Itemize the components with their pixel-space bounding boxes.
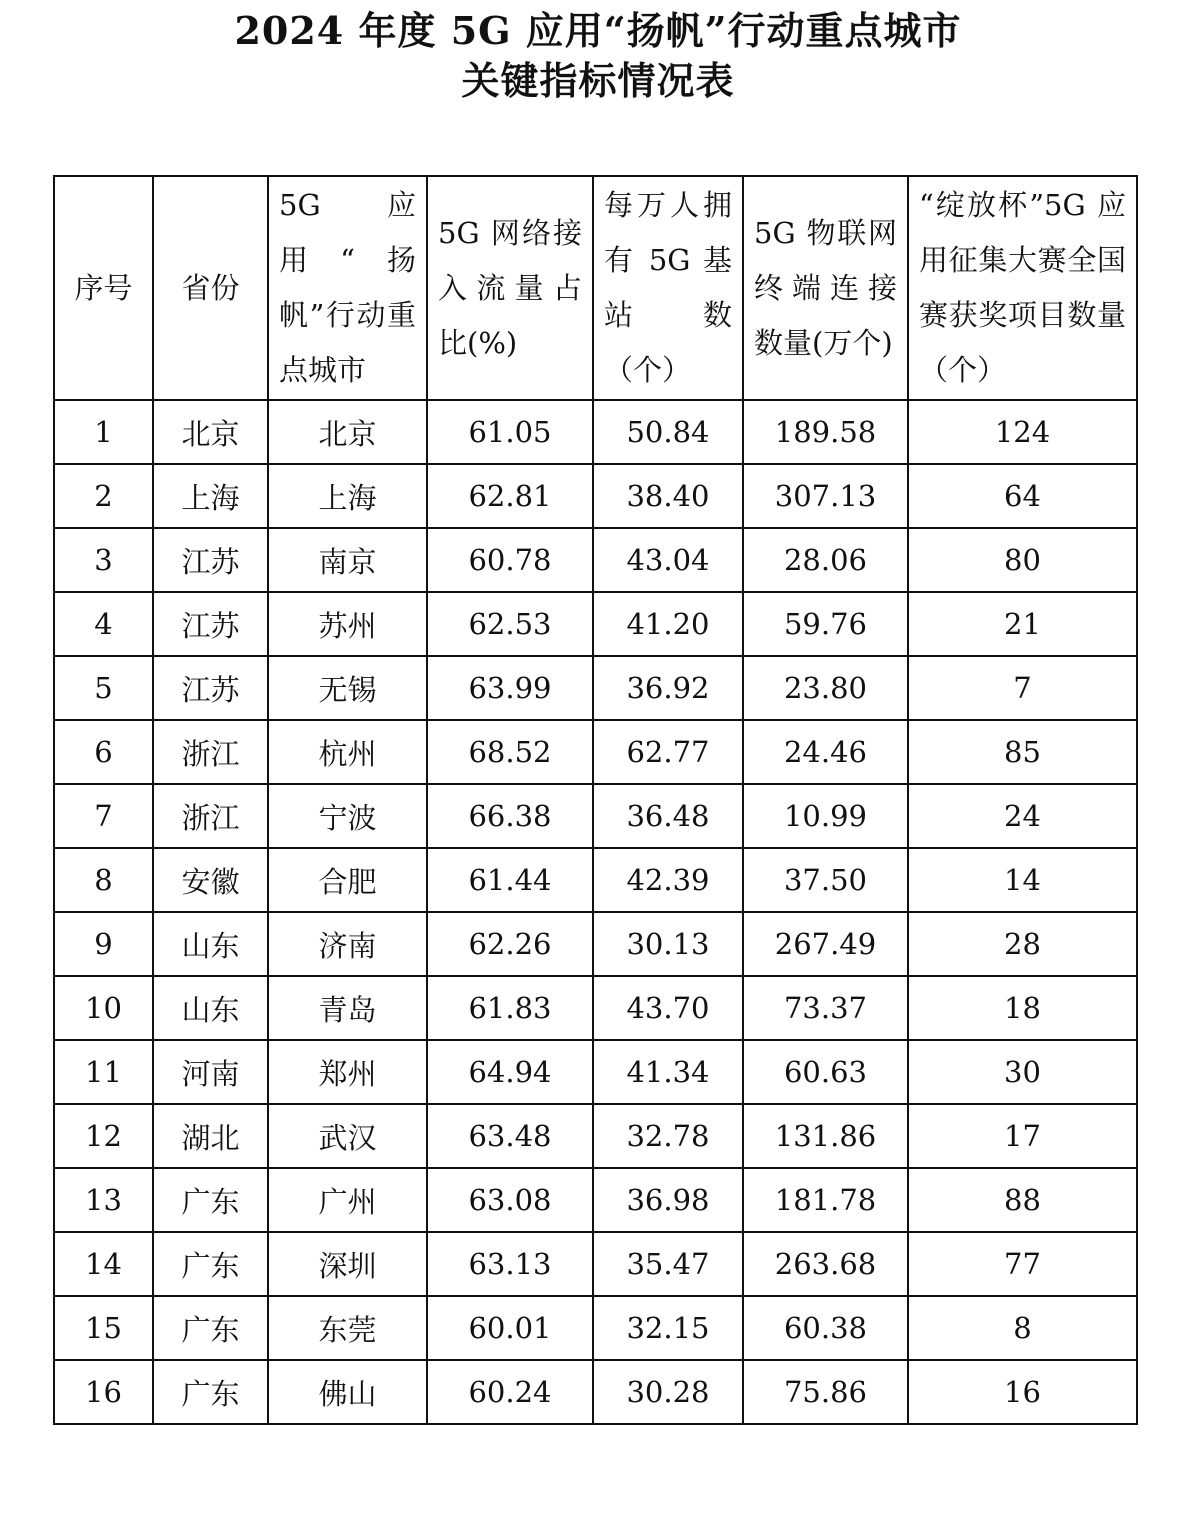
cell-index: 7 [54,784,153,848]
cell-city: 杭州 [268,720,427,784]
cell-base-stations: 36.48 [593,784,743,848]
cell-base-stations: 43.04 [593,528,743,592]
cell-iot-connections: 24.46 [743,720,908,784]
cell-province: 广东 [153,1168,268,1232]
cell-award-projects: 64 [908,464,1137,528]
cell-index: 6 [54,720,153,784]
cell-award-projects: 7 [908,656,1137,720]
cell-base-stations: 41.20 [593,592,743,656]
cell-province: 广东 [153,1296,268,1360]
document-title [0,6,1196,106]
cell-province: 上海 [153,464,268,528]
table-row [54,848,1137,912]
cell-index: 4 [54,592,153,656]
table-row [54,1296,1137,1360]
table-row [54,1360,1137,1424]
cell-traffic-share: 61.44 [427,848,593,912]
cell-iot-connections: 60.38 [743,1296,908,1360]
cell-iot-connections: 28.06 [743,528,908,592]
cell-city: 无锡 [268,656,427,720]
cell-iot-connections: 37.50 [743,848,908,912]
cell-base-stations: 32.15 [593,1296,743,1360]
table-row [54,976,1137,1040]
cell-base-stations: 62.77 [593,720,743,784]
cell-index: 8 [54,848,153,912]
table-row [54,1040,1137,1104]
cell-award-projects: 14 [908,848,1137,912]
cell-award-projects: 80 [908,528,1137,592]
cell-award-projects: 88 [908,1168,1137,1232]
cell-province: 广东 [153,1232,268,1296]
cell-city: 合肥 [268,848,427,912]
cell-traffic-share: 66.38 [427,784,593,848]
cell-province: 浙江 [153,784,268,848]
cell-index: 3 [54,528,153,592]
cell-city: 上海 [268,464,427,528]
cell-index: 12 [54,1104,153,1168]
cell-base-stations: 30.28 [593,1360,743,1424]
cell-base-stations: 50.84 [593,400,743,464]
cell-traffic-share: 63.08 [427,1168,593,1232]
cell-base-stations: 43.70 [593,976,743,1040]
cell-traffic-share: 61.05 [427,400,593,464]
cell-city: 广州 [268,1168,427,1232]
cell-base-stations: 36.92 [593,656,743,720]
cell-traffic-share: 60.78 [427,528,593,592]
cell-index: 1 [54,400,153,464]
header-index: 序号 [54,176,153,400]
cell-traffic-share: 68.52 [427,720,593,784]
cell-iot-connections: 10.99 [743,784,908,848]
cell-iot-connections: 263.68 [743,1232,908,1296]
cell-traffic-share: 64.94 [427,1040,593,1104]
cell-iot-connections: 307.13 [743,464,908,528]
table-row [54,1232,1137,1296]
cell-traffic-share: 63.13 [427,1232,593,1296]
indicator-table [53,175,1138,1425]
cell-base-stations: 38.40 [593,464,743,528]
header-province: 省份 [153,176,268,400]
cell-index: 11 [54,1040,153,1104]
cell-city: 深圳 [268,1232,427,1296]
cell-traffic-share: 63.48 [427,1104,593,1168]
cell-award-projects: 18 [908,976,1137,1040]
cell-city: 武汉 [268,1104,427,1168]
cell-province: 江苏 [153,656,268,720]
table-row [54,528,1137,592]
cell-province: 浙江 [153,720,268,784]
header-award-projects: “绽放杯”5G 应用征集大赛全国赛获奖项目数量（个） [908,176,1137,400]
cell-city: 青岛 [268,976,427,1040]
cell-index: 2 [54,464,153,528]
cell-city: 苏州 [268,592,427,656]
table-row [54,592,1137,656]
cell-traffic-share: 62.26 [427,912,593,976]
cell-city: 北京 [268,400,427,464]
table-row [54,912,1137,976]
cell-traffic-share: 61.83 [427,976,593,1040]
cell-base-stations: 30.13 [593,912,743,976]
cell-province: 湖北 [153,1104,268,1168]
cell-iot-connections: 267.49 [743,912,908,976]
cell-city: 南京 [268,528,427,592]
cell-award-projects: 77 [908,1232,1137,1296]
table-row [54,1104,1137,1168]
cell-award-projects: 17 [908,1104,1137,1168]
table-row [54,400,1137,464]
cell-iot-connections: 23.80 [743,656,908,720]
cell-province: 北京 [153,400,268,464]
header-traffic-share: 5G 网络接入流量占比(%) [427,176,593,400]
cell-iot-connections: 73.37 [743,976,908,1040]
table-body [54,400,1137,1424]
cell-province: 山东 [153,976,268,1040]
cell-city: 东莞 [268,1296,427,1360]
cell-iot-connections: 59.76 [743,592,908,656]
header-base-stations: 每万人拥有 5G 基站数（个） [593,176,743,400]
table-row [54,784,1137,848]
cell-award-projects: 85 [908,720,1137,784]
cell-province: 安徽 [153,848,268,912]
cell-traffic-share: 60.01 [427,1296,593,1360]
cell-iot-connections: 181.78 [743,1168,908,1232]
cell-province: 广东 [153,1360,268,1424]
header-row [54,176,1137,400]
cell-city: 宁波 [268,784,427,848]
cell-award-projects: 16 [908,1360,1137,1424]
title-line-2: 关键指标情况表 [461,58,735,103]
cell-province: 山东 [153,912,268,976]
cell-base-stations: 41.34 [593,1040,743,1104]
cell-award-projects: 24 [908,784,1137,848]
cell-award-projects: 21 [908,592,1137,656]
cell-base-stations: 42.39 [593,848,743,912]
cell-index: 16 [54,1360,153,1424]
cell-traffic-share: 63.99 [427,656,593,720]
table-row [54,720,1137,784]
cell-index: 13 [54,1168,153,1232]
cell-award-projects: 124 [908,400,1137,464]
cell-index: 14 [54,1232,153,1296]
cell-traffic-share: 62.81 [427,464,593,528]
cell-index: 5 [54,656,153,720]
cell-iot-connections: 131.86 [743,1104,908,1168]
table-row [54,1168,1137,1232]
cell-base-stations: 35.47 [593,1232,743,1296]
cell-award-projects: 28 [908,912,1137,976]
cell-city: 郑州 [268,1040,427,1104]
cell-traffic-share: 62.53 [427,592,593,656]
cell-award-projects: 8 [908,1296,1137,1360]
cell-city: 佛山 [268,1360,427,1424]
cell-base-stations: 32.78 [593,1104,743,1168]
cell-index: 15 [54,1296,153,1360]
cell-province: 江苏 [153,528,268,592]
table-row [54,656,1137,720]
cell-iot-connections: 60.63 [743,1040,908,1104]
cell-traffic-share: 60.24 [427,1360,593,1424]
header-iot-connections: 5G 物联网终端连接数量(万个) [743,176,908,400]
cell-index: 10 [54,976,153,1040]
cell-award-projects: 30 [908,1040,1137,1104]
cell-index: 9 [54,912,153,976]
title-line-1: 2024 年度 5G 应用“扬帆”行动重点城市 [234,8,962,53]
table-header [54,176,1137,400]
cell-iot-connections: 75.86 [743,1360,908,1424]
table-row [54,464,1137,528]
cell-base-stations: 36.98 [593,1168,743,1232]
cell-province: 江苏 [153,592,268,656]
cell-iot-connections: 189.58 [743,400,908,464]
cell-city: 济南 [268,912,427,976]
cell-province: 河南 [153,1040,268,1104]
header-city: 5G 应用“扬帆”行动重点城市 [268,176,427,400]
